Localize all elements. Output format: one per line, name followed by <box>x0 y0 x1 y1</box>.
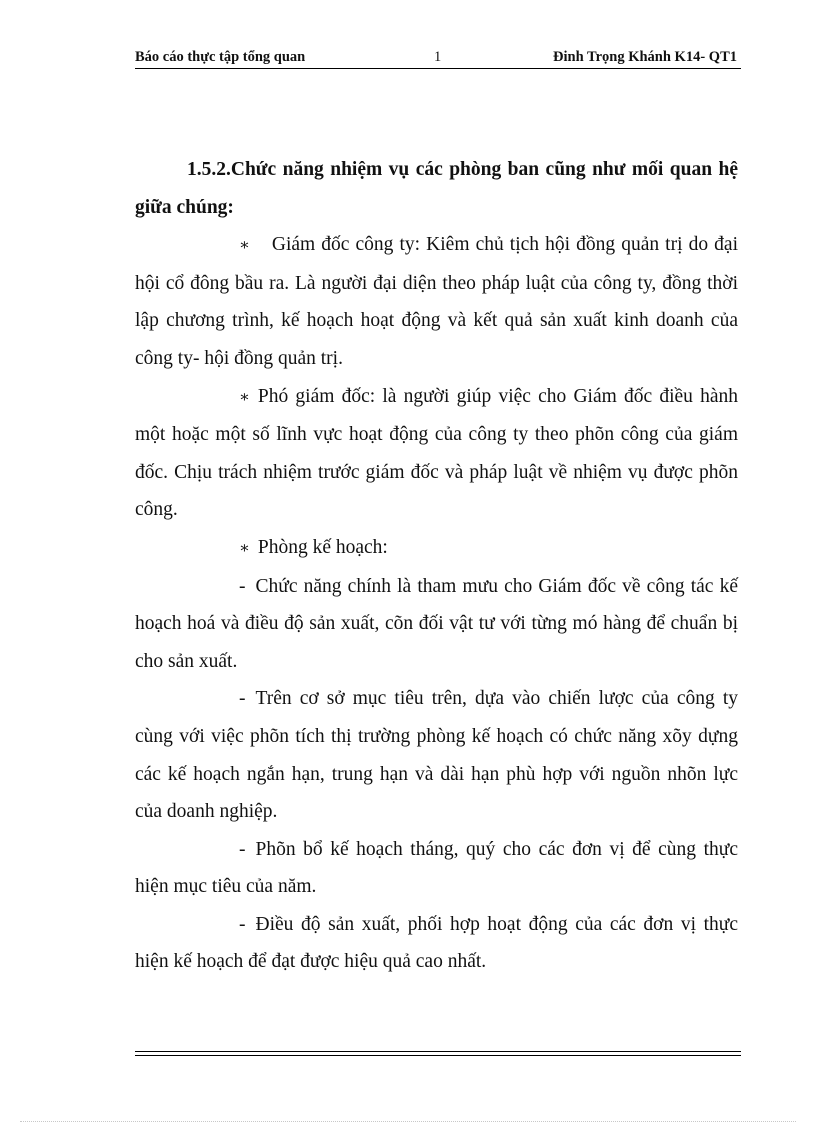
paragraph-main-function <box>135 568 738 681</box>
page-header <box>135 48 741 69</box>
page-bottom-dotted-edge <box>20 1121 796 1122</box>
paragraph-text: Trên cơ sở mục tiêu trên, dựa vào chiến lược của công ty cùng với việc phõn tích thị trường phòng kế hoạch có chức năng xõy dựng các kế hoạch ngắn hạn, trung hạn và dài hạn phù hợp với nguồn nhõn lực của doanh nghiệp. <box>135 688 738 823</box>
paragraph-strategy <box>135 680 738 830</box>
paragraph-text: Phòng kế hoạch: <box>257 536 388 558</box>
paragraph-text: Giám đốc công ty: Kiêm chủ tịch hội đồng quản trị do đại hội cổ đông bầu ra. Là người đại diện theo pháp luật của công ty, đồng thời lập chương trình, kế hoạch hoạt động và kết quả sản xuất kinh doanh của công ty- hội đồng quản trị. <box>135 234 738 369</box>
bullet-icon: ∗ <box>239 237 250 255</box>
paragraph-text: Phó giám đốc: là người giúp việc cho Giám đốc điều hành một hoặc một số lĩnh vực hoạt động của công ty theo phõn công của giám đốc. Chịu trách nhiệm trước giám đốc và pháp luật về nhiệm vụ được phõn công. <box>135 385 738 521</box>
paragraph-text: Phõn bổ kế hoạch tháng, quý cho các đơn vị để cùng thực hiện mục tiêu của năm. <box>135 838 738 898</box>
paragraph-text: Chức năng chính là tham mưu cho Giám đốc về công tác kế hoạch hoá và điều độ sản xuất, cõn đối vật tư với từng mó hàng để chuẩn bị cho sản xuất. <box>135 575 738 672</box>
document-body <box>135 151 738 981</box>
paragraph-coordination <box>135 906 738 981</box>
bullet-icon: ∗ <box>239 539 250 557</box>
section-heading: 1.5.2.Chức năng nhiệm vụ các phòng ban cũng như mối quan hệ giữa chúng: <box>135 159 738 218</box>
dash-icon: - <box>239 838 246 860</box>
paragraph-allocation <box>135 831 738 906</box>
bullet-icon: ∗ <box>239 388 250 406</box>
paragraph-deputy-director <box>135 378 738 529</box>
dash-icon: - <box>239 575 246 597</box>
header-report-title: Báo cáo thực tập tổng quan <box>135 49 306 65</box>
paragraph-text: Điều độ sản xuất, phối hợp hoạt động của các đơn vị thực hiện kế hoạch để đạt được hiệu quả cao nhất. <box>135 913 738 973</box>
dash-icon: - <box>239 913 246 935</box>
header-author: Đinh Trọng Khánh K14- QT1 <box>553 49 737 65</box>
paragraph-director <box>135 226 738 377</box>
dash-icon: - <box>239 688 246 710</box>
footer-double-rule <box>135 1051 741 1056</box>
paragraph-planning-dept <box>135 529 738 568</box>
header-page-number: 1 <box>434 49 442 65</box>
